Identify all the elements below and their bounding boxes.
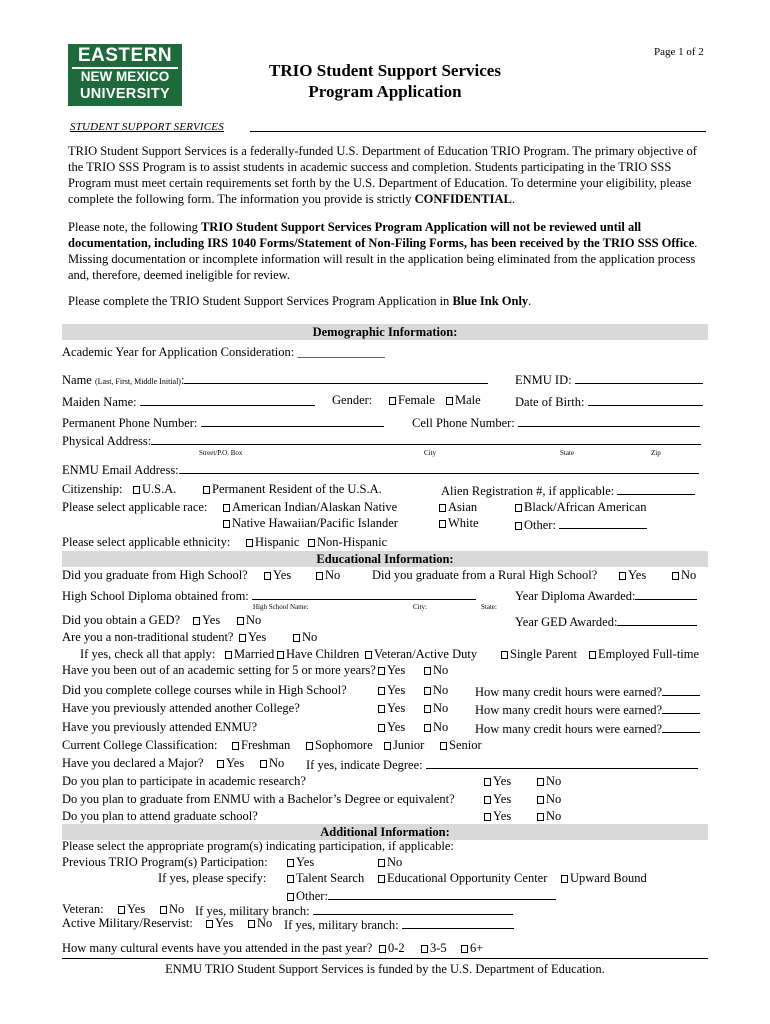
another-college-no[interactable]: No	[424, 701, 448, 716]
classification-label: Current College Classification:	[62, 738, 218, 752]
checkbox-icon[interactable]	[193, 617, 200, 625]
race-label: Please select applicable race:	[62, 500, 208, 514]
college-hs-no[interactable]: No	[424, 683, 448, 698]
checkbox-icon[interactable]	[239, 634, 246, 642]
race-nh-option[interactable]: Native Hawaiian/Pacific Islander	[223, 516, 398, 531]
checkbox-icon[interactable]	[293, 634, 300, 642]
eoc-option[interactable]: Educational Opportunity Center	[378, 871, 547, 886]
checkbox-icon[interactable]	[223, 504, 230, 512]
grad-school-label: Do you plan to attend graduate school?	[62, 809, 258, 823]
checkbox-icon[interactable]	[118, 906, 125, 914]
check-all-label: If yes, check all that apply:	[80, 647, 216, 661]
intro-paragraph-2: Please note, the following TRIO Student Support Services Program Application will not be reviewed until all documentation, including IRS 1040 Forms/Statement of Non-Filing Forms, has been received by the TRIO SSS Office. Missing documentation or incomplete information will result in the application being eliminated from the application process and, therefore, deemed ineligible for review.	[68, 220, 698, 282]
addr-zip-hint: Zip	[651, 449, 661, 457]
section-header: STUDENT SUPPORT SERVICES	[70, 121, 224, 133]
cultural-opt-1[interactable]: 0-2	[379, 941, 405, 956]
rural-hs-no[interactable]: No	[672, 568, 696, 583]
checkbox-icon[interactable]	[287, 893, 294, 901]
checkbox-icon[interactable]	[484, 796, 491, 804]
year-ged-field[interactable]: Year GED Awarded:	[515, 613, 697, 630]
ged-no[interactable]: No	[237, 613, 261, 628]
active-mil-no[interactable]: No	[248, 916, 272, 931]
checkbox-icon[interactable]	[424, 687, 431, 695]
checkbox-icon[interactable]	[384, 742, 391, 750]
checkbox-icon[interactable]	[365, 651, 372, 659]
checkbox-icon[interactable]	[248, 920, 255, 928]
hispanic-option[interactable]: Hispanic	[246, 535, 299, 550]
checkbox-icon[interactable]	[264, 572, 271, 580]
checkbox-icon[interactable]	[515, 504, 522, 512]
citizenship-label: Citizenship:	[62, 482, 123, 496]
grad-school-yes[interactable]: Yes	[484, 809, 511, 824]
maiden-name-field[interactable]: Maiden Name:	[62, 393, 315, 410]
single-parent-option[interactable]: Single Parent	[501, 647, 577, 662]
checkbox-icon[interactable]	[378, 705, 385, 713]
nontrad-yes[interactable]: Yes	[239, 630, 266, 645]
checkbox-icon[interactable]	[133, 486, 140, 494]
checkbox-icon[interactable]	[287, 875, 294, 883]
grad-school-no[interactable]: No	[537, 809, 561, 824]
footer-rule	[62, 958, 708, 959]
veteran-option[interactable]: Veteran/Active Duty	[365, 647, 477, 662]
checkbox-icon[interactable]	[537, 813, 544, 821]
bachelor-label: Do you plan to graduate from ENMU with a Bachelor’s Degree or equivalent?	[62, 792, 455, 806]
hs-name-hint: High School Name:	[253, 603, 309, 611]
checkbox-icon[interactable]	[287, 859, 294, 867]
checkbox-icon[interactable]	[223, 520, 230, 528]
upward-bound-option[interactable]: Upward Bound	[561, 871, 647, 886]
hs-grad-yes[interactable]: Yes	[264, 568, 291, 583]
college-hs-label: Did you complete college courses while in High School?	[62, 683, 347, 697]
race-white-option[interactable]: White	[439, 516, 479, 531]
additional-header: Additional Information:	[62, 824, 708, 840]
credit-hours-3[interactable]: How many credit hours were earned?	[475, 720, 700, 737]
footer-text: ENMU TRIO Student Support Services is funded by the U.S. Department of Education.	[165, 962, 605, 976]
nontrad-label: Are you a non-traditional student?	[62, 630, 234, 644]
race-black-option[interactable]: Black/African American	[515, 500, 647, 515]
race-other-option[interactable]: Other:	[515, 516, 647, 533]
year-diploma-field[interactable]: Year Diploma Awarded:	[515, 587, 697, 604]
checkbox-icon[interactable]	[206, 920, 213, 928]
dob-field[interactable]: Date of Birth:	[515, 393, 703, 410]
ged-label: Did you obtain a GED?	[62, 613, 181, 627]
ethnicity-label: Please select applicable ethnicity:	[62, 535, 231, 549]
cell-phone-field[interactable]: Cell Phone Number:	[412, 414, 700, 431]
prev-trio-label: Previous TRIO Program(s) Participation:	[62, 855, 268, 869]
another-college-label: Have you previously attended another College?	[62, 701, 300, 715]
married-option[interactable]: Married	[225, 647, 274, 662]
if-specify-label: If yes, please specify:	[158, 871, 267, 885]
addr-street-hint: Street/P.O. Box	[199, 449, 243, 457]
checkbox-icon[interactable]	[378, 667, 385, 675]
employed-option[interactable]: Employed Full-time	[589, 647, 699, 662]
non-hispanic-option[interactable]: Non-Hispanic	[308, 535, 387, 550]
checkbox-icon[interactable]	[160, 906, 167, 914]
addr-state-hint: State	[560, 449, 574, 457]
checkbox-icon[interactable]	[439, 520, 446, 528]
major-yes[interactable]: Yes	[217, 756, 244, 771]
checkbox-icon[interactable]	[306, 742, 313, 750]
alien-reg-field[interactable]: Alien Registration #, if applicable:	[441, 482, 695, 499]
demographic-header: Demographic Information:	[62, 324, 708, 340]
perm-phone-field[interactable]: Permanent Phone Number:	[62, 414, 384, 431]
veteran-yes[interactable]: Yes	[118, 902, 145, 917]
checkbox-icon[interactable]	[672, 572, 679, 580]
checkbox-icon[interactable]	[378, 687, 385, 695]
form-title: TRIO Student Support Services	[269, 61, 501, 80]
checkbox-icon[interactable]	[446, 397, 453, 405]
cultural-opt-2[interactable]: 3-5	[421, 941, 447, 956]
checkbox-icon[interactable]	[232, 742, 239, 750]
out-5-no[interactable]: No	[424, 663, 448, 678]
active-mil-yes[interactable]: Yes	[206, 916, 233, 931]
checkbox-icon[interactable]	[589, 651, 596, 659]
intro-paragraph-3: Please complete the TRIO Student Support Services Program Application in Blue Ink Only.	[68, 294, 532, 308]
checkbox-icon[interactable]	[515, 522, 522, 530]
page-number: Page 1 of 2	[654, 46, 704, 58]
checkbox-icon[interactable]	[203, 486, 210, 494]
junior-option[interactable]: Junior	[384, 738, 424, 753]
race-ai-option[interactable]: American Indian/Alaskan Native	[223, 500, 397, 515]
major-no[interactable]: No	[260, 756, 284, 771]
checkbox-icon[interactable]	[260, 760, 267, 768]
usa-option[interactable]: U.S.A.	[133, 482, 176, 497]
checkbox-icon[interactable]	[424, 667, 431, 675]
prev-enmu-yes[interactable]: Yes	[378, 720, 405, 735]
ged-yes[interactable]: Yes	[193, 613, 220, 628]
freshman-option[interactable]: Freshman	[232, 738, 290, 753]
checkbox-icon[interactable]	[439, 504, 446, 512]
credit-hours-1[interactable]: How many credit hours were earned?	[475, 683, 700, 700]
veteran-label: Veteran:	[62, 902, 104, 916]
checkbox-icon[interactable]	[619, 572, 626, 580]
logo-line-1: EASTERN	[77, 45, 173, 66]
checkbox-icon[interactable]	[537, 796, 544, 804]
checkbox-icon[interactable]	[537, 778, 544, 786]
addr-city-hint: City	[424, 449, 437, 457]
cultural-opt-3[interactable]: 6+	[461, 941, 483, 956]
gender-label: Gender:	[332, 393, 373, 407]
cultural-label: How many cultural events have you attended in the past year?	[62, 941, 373, 955]
header-rule	[250, 131, 706, 132]
intro-paragraph-1: TRIO Student Support Services is a federally-funded U.S. Department of Education TRIO Program. The primary objective of the TRIO SSS Program is to assist students in academic success and completion. Students participating in the TRIO SSS Program must meet certain requirements set forth by the U.S. Department of Education. To determine your eligibility, please complete the following form. The information you provide is strictly CONFIDENTIAL.	[68, 144, 697, 206]
talent-search-option[interactable]: Talent Search	[287, 871, 364, 886]
prev-trio-yes[interactable]: Yes	[287, 855, 314, 870]
bachelor-yes[interactable]: Yes	[484, 792, 511, 807]
race-asian-option[interactable]: Asian	[439, 500, 477, 515]
logo-line-3: UNIVERSITY	[79, 86, 170, 102]
prev-trio-no[interactable]: No	[378, 855, 402, 870]
hs-grad-no[interactable]: No	[316, 568, 340, 583]
perm-resident-option[interactable]: Permanent Resident of the U.S.A.	[203, 482, 382, 497]
checkbox-icon[interactable]	[308, 539, 315, 547]
logo-line-2: NEW MEXICO	[80, 69, 170, 84]
degree-field[interactable]: If yes, indicate Degree:	[306, 756, 698, 773]
checkbox-icon[interactable]	[378, 724, 385, 732]
checkbox-icon[interactable]	[378, 859, 385, 867]
form-subtitle: Program Application	[308, 82, 462, 101]
out-5-label: Have you been out of an academic setting for 5 or more years?	[62, 663, 376, 677]
another-college-yes[interactable]: Yes	[378, 701, 405, 716]
senior-option[interactable]: Senior	[440, 738, 482, 753]
checkbox-icon[interactable]	[379, 945, 386, 953]
checkbox-icon[interactable]	[484, 813, 491, 821]
hs-diploma-field[interactable]: High School Diploma obtained from:	[62, 587, 476, 604]
checkbox-icon[interactable]	[217, 760, 224, 768]
enmu-id-field[interactable]: ENMU ID:	[515, 371, 703, 388]
nontrad-no[interactable]: No	[293, 630, 317, 645]
checkbox-icon[interactable]	[378, 875, 385, 883]
credit-hours-2[interactable]: How many credit hours were earned?	[475, 701, 700, 718]
out-5-yes[interactable]: Yes	[378, 663, 405, 678]
hs-city-hint: City:	[413, 603, 428, 611]
active-mil-branch-field[interactable]: If yes, military branch:	[284, 916, 514, 933]
program-other-option[interactable]: Other:	[287, 887, 556, 904]
checkbox-icon[interactable]	[277, 651, 284, 659]
female-option[interactable]: Female	[389, 393, 435, 408]
select-programs-label: Please select the appropriate program(s) indicating participation, if applicable:	[62, 839, 454, 853]
rural-hs-label: Did you graduate from a Rural High School?	[372, 568, 598, 582]
sophomore-option[interactable]: Sophomore	[306, 738, 373, 753]
checkbox-icon[interactable]	[424, 724, 431, 732]
male-option[interactable]: Male	[446, 393, 481, 408]
checkbox-icon[interactable]	[484, 778, 491, 786]
checkbox-icon[interactable]	[561, 875, 568, 883]
checkbox-icon[interactable]	[461, 945, 468, 953]
research-yes[interactable]: Yes	[484, 774, 511, 789]
email-field[interactable]: ENMU Email Address:	[62, 461, 699, 478]
prev-enmu-label: Have you previously attended ENMU?	[62, 720, 258, 734]
educational-header: Educational Information:	[62, 551, 708, 567]
hs-state-hint: State:	[481, 603, 497, 611]
checkbox-icon[interactable]	[225, 651, 232, 659]
name-field[interactable]: Name (Last, First, Middle Initial):	[62, 371, 488, 388]
research-label: Do you plan to participate in academic research?	[62, 774, 306, 788]
checkbox-icon[interactable]	[237, 617, 244, 625]
veteran-no[interactable]: No	[160, 902, 184, 917]
checkbox-icon[interactable]	[421, 945, 428, 953]
college-hs-yes[interactable]: Yes	[378, 683, 405, 698]
bachelor-no[interactable]: No	[537, 792, 561, 807]
children-option[interactable]: Have Children	[277, 647, 359, 662]
checkbox-icon[interactable]	[440, 742, 447, 750]
academic-year-field[interactable]: Academic Year for Application Consideration: ______________	[62, 345, 385, 359]
active-mil-label: Active Military/Reservist:	[62, 916, 193, 930]
hs-grad-label: Did you graduate from High School?	[62, 568, 248, 582]
major-label: Have you declared a Major?	[62, 756, 204, 770]
address-field[interactable]: Physical Address:	[62, 432, 701, 449]
checkbox-icon[interactable]	[424, 705, 431, 713]
checkbox-icon[interactable]	[501, 651, 508, 659]
enmu-logo	[68, 44, 182, 106]
research-no[interactable]: No	[537, 774, 561, 789]
checkbox-icon[interactable]	[316, 572, 323, 580]
rural-hs-yes[interactable]: Yes	[619, 568, 646, 583]
checkbox-icon[interactable]	[389, 397, 396, 405]
veteran-branch-field[interactable]: If yes, military branch:	[195, 902, 513, 919]
checkbox-icon[interactable]	[246, 539, 253, 547]
prev-enmu-no[interactable]: No	[424, 720, 448, 735]
